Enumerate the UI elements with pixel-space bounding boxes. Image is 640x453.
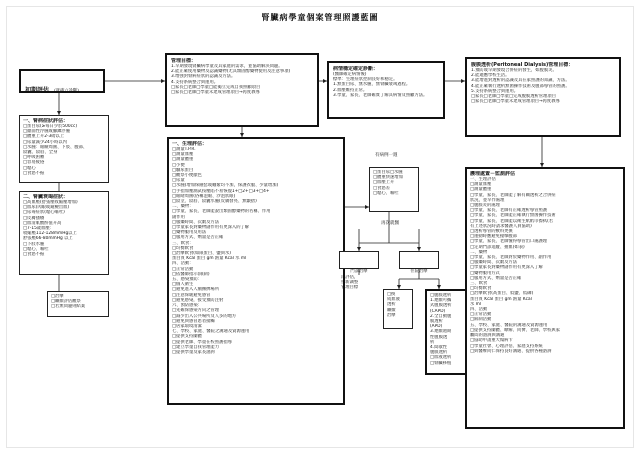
followup-eval-box [47,291,109,317]
nursing-line: □居家環境清潔 [172,323,202,329]
pd-care-line: 二、藥物 [470,249,488,255]
opd-note-line: 管理目標 [341,285,359,291]
pd-care-line: □服用方式、劑量是否正確 [470,275,522,281]
nursing-line: 副作用 [172,214,185,220]
pd-care-line: □定期門診追蹤、抽血(如表) [470,244,525,250]
nursing-care-box [167,137,345,405]
nursing-line: □建立學童自我管理能力 [172,344,220,350]
pd-care-line: □正常活動 [470,312,492,318]
recheck-line: □體重快速增加 [373,175,403,181]
pd-care-line: 水 ml [470,301,482,307]
hd-switch-line: 繼續 [387,307,396,313]
nursing-line: □依醫師指示(限制) [172,271,210,277]
nursing-line: □個人衛生 [172,282,194,288]
dialysis-option-line: □腹膜透析 [430,293,452,298]
nursing-line: □服藥時間、次數及方法 [172,219,220,225]
pd-care-line: □均衡飲食 [470,286,492,292]
pd-care-line: □藥物服用方式 [470,270,500,276]
pd-care-line: 狀況，並早作處理 [470,197,505,203]
dialysis-option-line: □腎臟移植 [430,360,452,366]
opd-reassess-note [341,275,358,291]
symptom-line: 陰囊、陰唇、全身 [23,150,58,156]
nursing-line: □減少出入公共場所及人多的地方 [172,313,237,319]
symptom-line: □顏面性浮腫或腳踝浮腫 [23,129,71,135]
symptom-line: □尿量減少24小時以內 [23,139,67,145]
followup-line: □繼續評估觀察 [51,299,81,305]
dialysis-option-line: 4.間歇性 [430,345,447,351]
dialysis-option-line: 1.連續可攜 [430,298,452,304]
nursing-line: □眼睛周圍(俗稱泡眼、沙泡狀眼) [172,193,236,199]
symptom-line: □食慾不振 [23,170,45,176]
pd-care-title: 護理處置－監測評估 [470,171,516,177]
symptom-line: □體重上升2-3磅以上 [23,134,65,140]
pd-care-line: □學童社會、心理評估、家庭支持系統 [470,343,543,349]
recheck-symptoms-box [369,167,419,212]
nursing-line: □陰莖、陰唇、陰囊水腫(皮膚發亮、無皺摺) [172,199,257,205]
pd-care-line: □協助申請重大傷病卡 [470,338,513,344]
management-goals-title: 管理目標： [171,58,197,64]
pd-care-line: 有上述狀況時請求醫護人員協助) [470,223,532,229]
nursing-line: □提供支持團體 [172,334,202,340]
dialysis-option-line: 2.全自動腹 [430,313,452,319]
recheck-line: □食慾差 [373,185,390,191]
inpatient-treatment-label: 住院治療 [410,269,428,274]
pd-care-line: □限制活動 [470,317,492,323]
dialysis-option-line: 腹膜透析 [430,350,448,356]
nursing-line: □測量體重 [172,157,194,163]
pd-goal-line: 1.預防或早期發現合併症的發生，如腹膜炎。 [471,68,557,73]
pd-care-line: □學童、家長、老師能正確執行無菌操作技術 [470,213,556,219]
pd-care-line: □測量體重 [470,187,492,193]
nursing-line: □先確保感染方向之管理 [172,308,220,314]
renal-line: □7-15歲血壓： [23,226,54,232]
symptom-line: □容易疲倦 [23,160,45,166]
recheck-line: □蛋白尿□水腫 [373,170,403,175]
nursing-line: □水腫(增加保險套或繃紮均不加，保護衣服、少量增加) [172,183,279,189]
stable-diagnosis-title: 病情穩定確定診斷： [333,66,379,72]
followup-line: □若無問題則結案 [51,304,86,310]
nursing-care-title: 一、生理評估： [172,141,208,147]
nursing-line: 三、飲食： [172,240,194,246]
nursing-line: □測量血壓 [172,152,194,158]
nursing-line: □治療飲食(如限蛋白、鹽與水) [172,251,231,257]
symptom-assessment-title: 一、腎病症狀評估： [23,118,69,124]
pd-care-line: □運動時應避免撞擊腹部 [470,234,518,240]
goal-line: 2.能正確使用藥物及認識藥物(尤其類固醇藥物使用及注意事項) [171,69,291,75]
goal-line: 1.早期發現腎臟病學童及其家庭的需求，並協助解決問題。 [171,64,283,69]
hd-switch-line: 成血液 [387,297,400,303]
pd-care-line: □治療飲食(高蛋白、低鹽、低磷) [470,291,534,297]
hd-switch-line: 透析 [387,302,396,308]
recheck-line: □血壓上升 [373,180,395,186]
symptom-line: □蛋白尿(≥每日少於500cc) [23,124,78,129]
management-goals-box [165,53,319,127]
pd-goal-line: 3.能增進對透析的認識及其在家照護的知識、方法。 [471,78,570,84]
pd-goal-line: 2.能適應學校生活。 [471,73,510,79]
pd-care-line: □提供支持團體、瞭解、同儕、老師、學校與家 [470,327,560,333]
renal-line: □血尿(肉眼或鏡檢出血) [23,205,70,211]
stable-line: 標準：生理症狀控制良好和穩定。 [333,77,398,83]
renal-line: 舒張壓66-80mmHg 以上 [23,236,73,242]
nursing-line: □學童、家長、老師能說出類固醇藥物的名稱、作用 [172,209,271,215]
nursing-line: □手指加壓測試按壓陷不易恢復1+□2+□3+□4+ [172,188,270,194]
dialysis-option-line: □血液透析 [430,355,452,361]
renal-line: □食慾不振 [23,252,45,258]
stable-line: 3.學童、家長、老師確實了解其病情及照顧方法。 [333,92,428,98]
goal-line: □家長□老師□學童未達成管理項目→再度教導 [171,90,260,96]
nursing-line: 二、藥物： [172,204,194,210]
goal-line: 3.增強對腎病症狀的認識及方法。 [171,74,236,80]
initial-assessment-title: 初期評估 [25,87,50,94]
goal-line: 4.支持系統整合與運用。 [171,79,219,85]
renal-line: 收縮壓112-128mmHg以上 [23,231,77,237]
followup-line: □治療 [51,294,64,299]
pd-care-line: □學童、家長、老師懂得導管出口處護理 [470,239,548,245]
pd-care-line: 五、學校、家庭、醫院的溝通及資源運用 [470,322,548,328]
pd-care-line: □測量血壓 [470,182,492,188]
symptom-line: □水腫：眼瞼周圍、下肢、腹部、 [23,144,88,150]
pd-care-line: 四、活動 [470,307,488,313]
pd-goal-line: □家長□老師□學童未達成管理項目→再度教導 [471,99,560,105]
stable-diagnosis-box [327,61,445,119]
page-title: 腎臟病學童個案管理照護藍圖 [261,13,379,22]
pd-care-line: □與醫療同仁保持良好溝通、提供各種諮詢 [470,348,552,354]
symptom-assessment-box [19,115,109,183]
nursing-line: □避免感染，接受預防注射 [172,297,224,303]
pd-goal-line: □家長□老師□學童□完成腹膜透析管理項目 [471,94,556,100]
pd-care-line: □學童家長對藥物副作用有更深入了解 [470,265,543,271]
dialysis-option-line: 析 [430,339,435,345]
pd-goals-box [465,57,621,137]
renal-line: □皮膚搔癢 [23,215,45,221]
pd-care-line: □腹膜炎的處理 [470,203,500,209]
initial-assessment-note: (就確立診斷) [54,89,79,94]
hd-switch-line: 治療 [387,312,396,318]
nursing-line: □服用方式、劑量是否正確 [172,235,224,241]
pd-care-line: 三、飲食 [470,281,488,287]
dialysis-option-line: 膜透析 [430,319,443,325]
stable-line: 2.血壓維持正常。 [333,87,368,93]
nursing-line: □測量T.P.R. [172,147,196,152]
nursing-line: □正常活動 [172,266,194,272]
renal-line: □噁心、嘔吐 [23,246,49,252]
symptom-line: □呼吸困難 [23,155,45,161]
opd-note-line: 重新調整 [341,280,359,286]
symptom-line: □噁心 [23,165,36,171]
hd-switch-line: □換 [387,292,396,297]
pd-care-line: □學童、家長、老師能以衛生紙紙巾擦拭(若 [470,218,554,224]
nursing-line: 蛋白質 Kcal 蛋白 gm 熱量 Kcal 水 ml [172,256,247,262]
nursing-line: 五、感染預防： [172,277,203,283]
nursing-line: 四、活動： [172,261,194,267]
nursing-line: □注意保暖避免感冒 [172,292,211,298]
nursing-line: □藥物服用及用法 [172,230,207,236]
dialysis-option-line: (APD) [430,324,443,330]
nursing-line: □驗尿蛋白 [172,167,194,173]
nursing-line: □觀察小便顏色 [172,173,202,179]
pd-care-line: □學童、家長、老師有正確透析導管照護 [470,208,548,214]
opd-note-line: 再評估， [341,275,359,280]
recheck-line: □噁心、嘔吐 [373,190,399,196]
nursing-line: □避免進入人潮擁擠場所 [172,287,220,293]
nursing-line: □避免與感冒患者接觸 [172,318,215,324]
nursing-care-lines [172,147,340,355]
renal-failure-box [19,191,109,275]
nursing-line: □小便 [172,162,185,168]
pd-care-line: 屬間的諮詢與溝通 [470,333,505,339]
pd-care-line: □學童、家長、老師對於藥物作用、副作用 [470,255,552,261]
pd-care-line: 一、生理評估 [470,177,496,182]
goal-line: □家長□老師□學童□能獨立完成自我照顧項目 [171,84,261,90]
inpatient-treatment-box [399,251,439,274]
initial-assessment-box [19,69,105,93]
pd-care-line: 蛋白質 Kcal 蛋白 gm 熱量 Kcal [470,296,532,302]
pd-goal-line: 4.能正確執行透析無菌操作技術及腹部導管的照護。 [471,83,570,89]
pd-care-line: □學童、家長、老師能了解有關透析之合併症 [470,192,556,198]
opd-treatment-label: 門診治療 [350,269,368,274]
pd-care-box [465,167,625,429]
pd-care-line: □透析導管的敷料更換 [470,229,513,235]
renal-line: □尿毒症狀(噁心嘔吐) [23,210,65,216]
stable-diagnosis-note: (醫師確定病情後) [333,72,367,77]
care-map-sheet [6,6,634,448]
nursing-line: □提供老師、學童在校照護指導 [172,339,232,345]
pd-goals-title: 腹膜透析(Peritoneal Dialysis)管理目標： [471,62,574,68]
pd-goal-line: 5.支持系統整合與運用。 [471,88,519,94]
dialysis-option-line: (CAPD) [430,308,446,314]
nursing-line: □提供學童及家長諮詢 [172,349,215,355]
pd-care-line: □服藥時間、次數及方法 [470,260,518,266]
stable-line: 1.無蛋白尿、無水腫、無腎臟衰竭過程。 [333,82,411,88]
renal-line: □血清肌酸酐值升高 [23,220,62,226]
dialysis-option-line: 3.連續週期 [430,329,452,335]
renal-line: □下肢水腫 [23,241,45,247]
nursing-line: □均衡飲食 [172,245,194,251]
renal-failure-title: 二、腎臟衰竭症狀： [23,194,69,200]
nursing-line: 七、學校、家庭、醫院之溝通及資源運用 [172,329,250,335]
renal-line: □高血壓(舒張壓收縮壓增加) [23,200,78,205]
opd-treatment-box [339,251,379,274]
dialysis-option-line: 性腹膜透 [430,334,448,340]
nursing-line: □學童家長對藥物副作用有更深入的了解 [172,225,250,231]
nursing-line: 六、預防感染： [172,303,203,309]
followup-week-label: 有病例一週 [375,153,398,158]
dialysis-option-line: 式腹膜透析 [430,303,452,309]
nursing-line: □尿量 [172,178,185,184]
revisit-label: 再次就醫 [381,221,399,226]
hemodialysis-switch-box [383,289,413,329]
